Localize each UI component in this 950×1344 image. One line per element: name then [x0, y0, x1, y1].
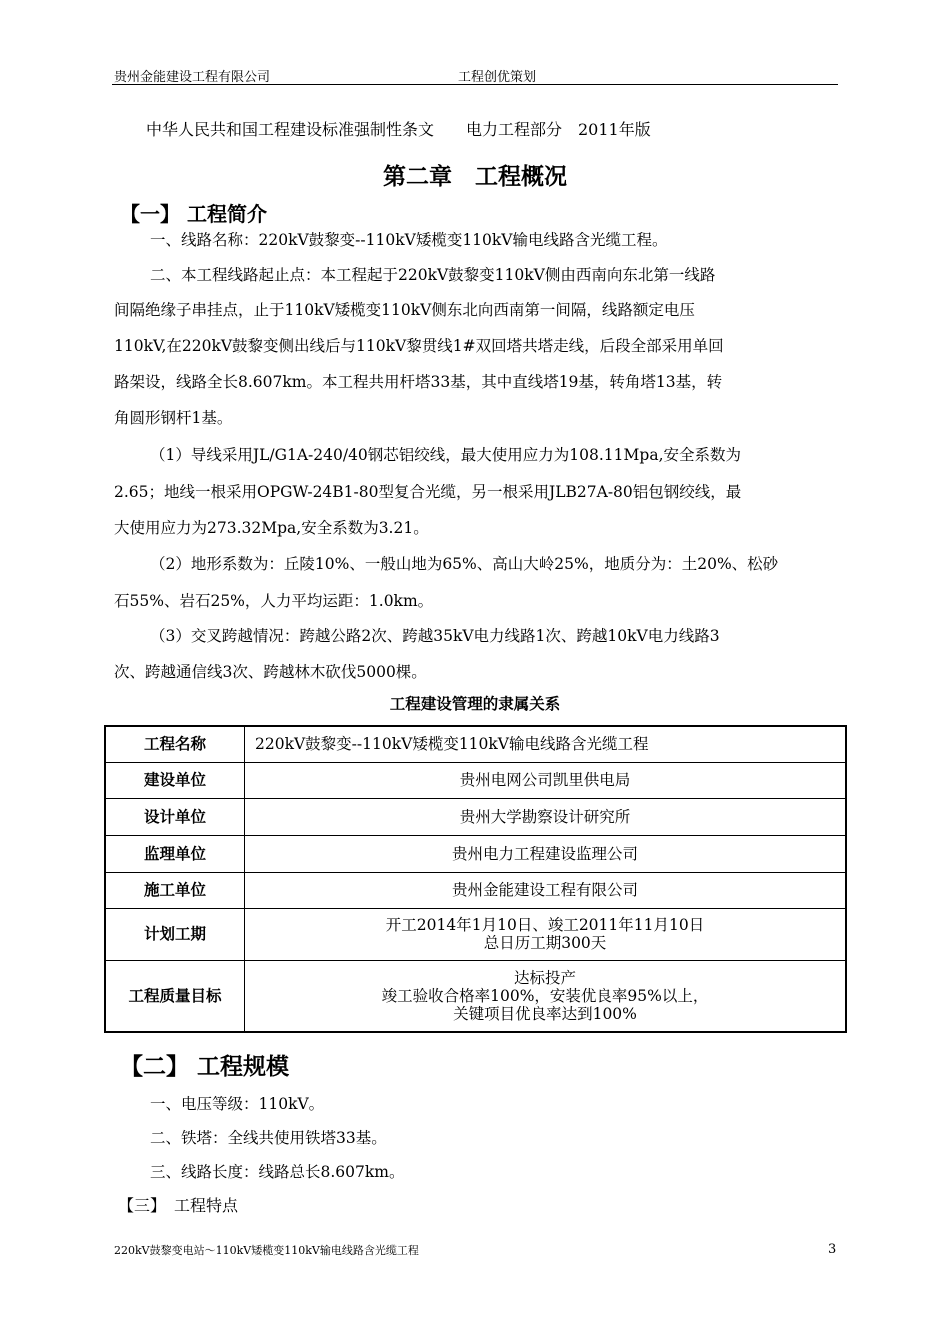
header-document-title: 工程创优策划 [458, 70, 537, 85]
table-value-line: 竣工验收合格率100%，安装优良率95%以上， [381, 986, 709, 1005]
section-2-title: 【二】 工程规模 [120, 1054, 290, 1080]
paragraph-line: （3）交叉跨越情况：跨越公路2次、跨越35kV电力线路1次、跨越10kV电力线路3 [150, 627, 720, 645]
paragraph-line: 二、本工程线路起止点：本工程起于220kV鼓黎变110kV侧由西南向东北第一线路 [150, 266, 716, 284]
footer-project-name: 220kV鼓黎变电站～110kV矮榄变110kV输电线路含光缆工程 [114, 1244, 419, 1257]
table-caption: 工程建设管理的隶属关系 [389, 695, 561, 713]
table-row [105, 960, 846, 1032]
table-row [105, 872, 846, 908]
table-key: 计划工期 [105, 908, 245, 960]
table-value: 贵州电网公司凯里供电局 [245, 762, 847, 798]
paragraph-line: 路架设，线路全长8.607km。本工程共用杆塔33基，其中直线塔19基，转角塔13基，转 [114, 373, 723, 391]
table-value-line: 关键项目优良率达到100% [453, 1004, 637, 1023]
header-rule [112, 84, 838, 85]
paragraph-line: 大使用应力为273.32Mpa,安全系数为3.21。 [114, 519, 429, 537]
paragraph-line: 次、跨越通信线3次、跨越林木砍伐5000棵。 [114, 663, 427, 681]
paragraph-line: （1）导线采用JL/G1A-240/40钢芯铝绞线，最大使用应力为108.11Mpa,安全系数为 [150, 446, 741, 464]
table-value: 220kV鼓黎变--110kV矮榄变110kV输电线路含光缆工程 [245, 726, 847, 762]
table-row [105, 798, 846, 835]
standard-reference: 中华人民共和国工程建设标准强制性条文 电力工程部分 2011年版 [146, 120, 651, 139]
paragraph-line: 二、铁塔：全线共使用铁塔33基。 [150, 1129, 387, 1147]
table-value: 贵州金能建设工程有限公司 [245, 872, 847, 908]
table-key: 施工单位 [105, 872, 245, 908]
table-value: 贵州电力工程建设监理公司 [245, 835, 847, 872]
paragraph-line: 三、线路长度：线路总长8.607km。 [150, 1163, 405, 1181]
section-3-title: 【三】 工程特点 [118, 1196, 239, 1215]
chapter-title: 第二章 工程概况 [383, 164, 567, 190]
header-company: 贵州金能建设工程有限公司 [114, 70, 271, 85]
table-value-line: 达标投产 [513, 968, 576, 987]
paragraph-line: 石55%、岩石25%，人力平均运距：1.0km。 [114, 592, 434, 610]
table-value-line: 总日历工期300天 [483, 934, 607, 952]
table-row [105, 835, 846, 872]
table-key: 建设单位 [105, 762, 245, 798]
paragraph-line: 一、线路名称：220kV鼓黎变--110kV矮榄变110kV输电线路含光缆工程。 [150, 231, 668, 249]
table-key: 工程名称 [105, 726, 245, 762]
table-value-line: 开工2014年1月10日、竣工2011年11月10日 [385, 916, 705, 934]
table-key: 监理单位 [105, 835, 245, 872]
paragraph-line: 一、电压等级：110kV。 [150, 1095, 325, 1113]
table-value: 贵州大学勘察设计研究所 [245, 798, 847, 835]
table-value [245, 908, 847, 960]
table-row [105, 908, 846, 960]
table-key: 设计单位 [105, 798, 245, 835]
paragraph-line: 角圆形钢杆1基。 [114, 409, 233, 427]
paragraph-line: 2.65；地线一根采用OPGW-24B1-80型复合光缆，另一根采用JLB27A-80铝包钢绞线，最 [114, 483, 742, 501]
table-row [105, 762, 846, 798]
paragraph-line: （2）地形系数为：丘陵10%、一般山地为65%、高山大岭25%，地质分为：土20%、松砂 [150, 555, 779, 573]
page-number: 3 [828, 1242, 837, 1257]
paragraph-line: 间隔绝缘子串挂点，止于110kV矮榄变110kV侧东北向西南第一间隔，线路额定电压 [114, 301, 695, 319]
section-1-title: 【一】 工程简介 [120, 202, 267, 226]
paragraph-line: 110kV,在220kV鼓黎变侧出线后与110kV黎贯线1#双回塔共塔走线，后段全部采用单回 [114, 337, 724, 355]
project-info-table [104, 725, 847, 1033]
table-value [245, 960, 847, 1032]
table-key: 工程质量目标 [105, 960, 245, 1032]
table-row [105, 726, 846, 762]
